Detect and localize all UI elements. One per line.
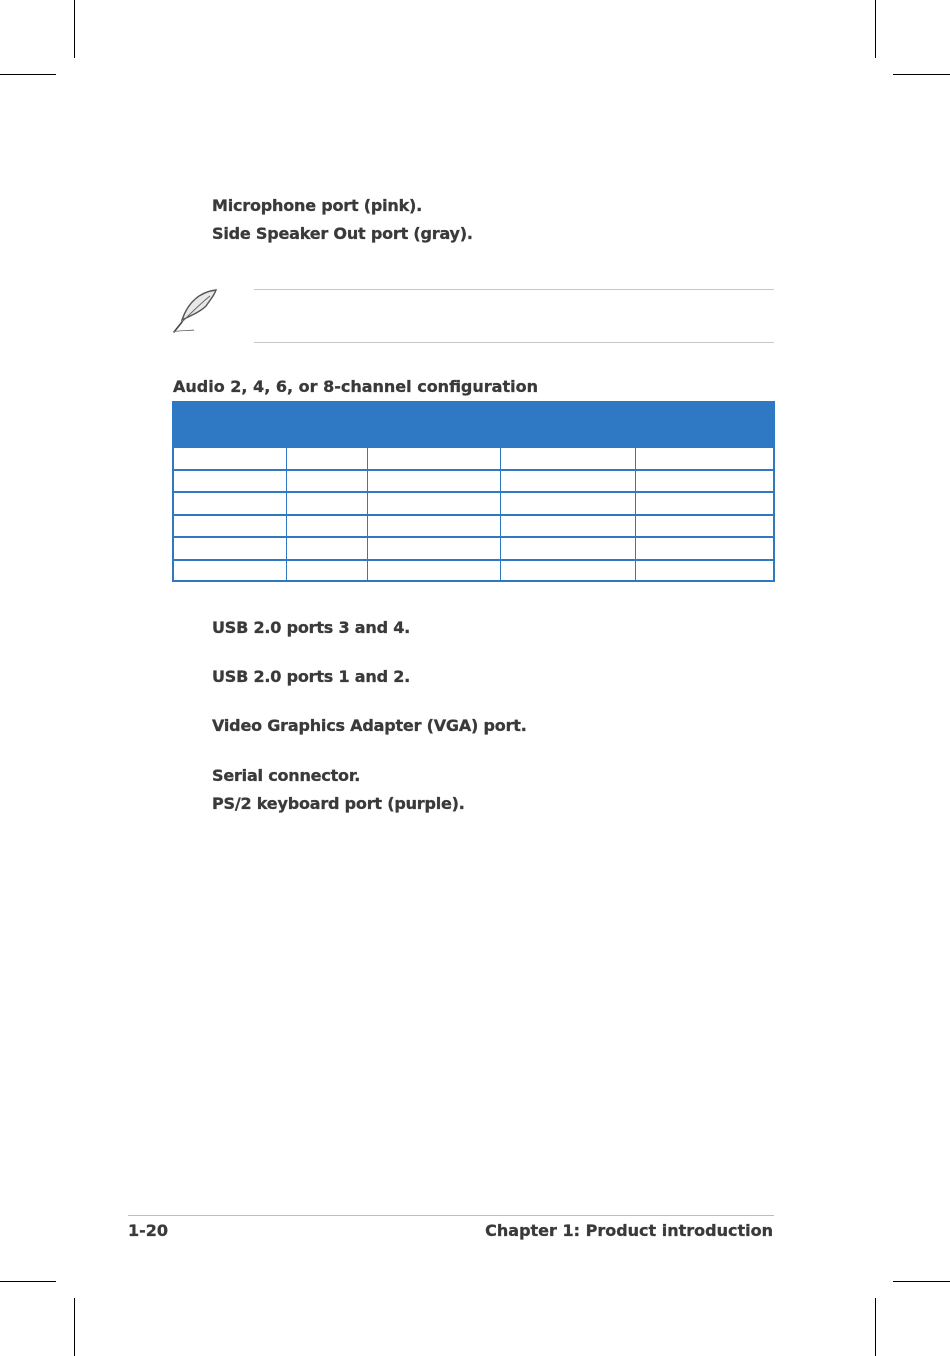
crop-mark [74, 1298, 75, 1356]
table-column-divider [367, 446, 368, 580]
port-description: USB 2.0 ports 3 and 4. [212, 618, 410, 637]
table-header [174, 403, 773, 446]
table-row [174, 514, 773, 537]
table-column-divider [286, 446, 287, 580]
port-description: Video Graphics Adapter (VGA) port. [212, 716, 527, 735]
port-description: PS/2 keyboard port (purple). [212, 794, 465, 813]
note-bottom-rule [254, 342, 774, 343]
crop-mark [0, 1281, 56, 1282]
port-description: Side Speaker Out port (gray). [212, 224, 473, 243]
audio-config-table [172, 401, 775, 582]
crop-mark [875, 0, 876, 58]
table-row [174, 491, 773, 514]
table-row [174, 536, 773, 559]
table-row [174, 469, 773, 492]
crop-mark [875, 1298, 876, 1356]
table-row [174, 446, 773, 469]
port-description: Serial connector. [212, 766, 361, 785]
crop-mark [893, 74, 950, 75]
note-top-rule [254, 289, 774, 290]
crop-mark [893, 1281, 950, 1282]
port-description: Microphone port (pink). [212, 196, 423, 215]
crop-mark [0, 74, 56, 75]
port-description: USB 2.0 ports 1 and 2. [212, 667, 410, 686]
table-row [174, 559, 773, 582]
table-title: Audio 2, 4, 6, or 8-channel configuration [173, 377, 538, 396]
table-column-divider [635, 446, 636, 580]
crop-mark [74, 0, 75, 58]
page-number: 1-20 [128, 1221, 169, 1240]
table-column-divider [500, 446, 501, 580]
note-feather-icon [170, 286, 222, 336]
footer-rule [128, 1215, 774, 1216]
chapter-title: Chapter 1: Product introduction [485, 1221, 773, 1240]
